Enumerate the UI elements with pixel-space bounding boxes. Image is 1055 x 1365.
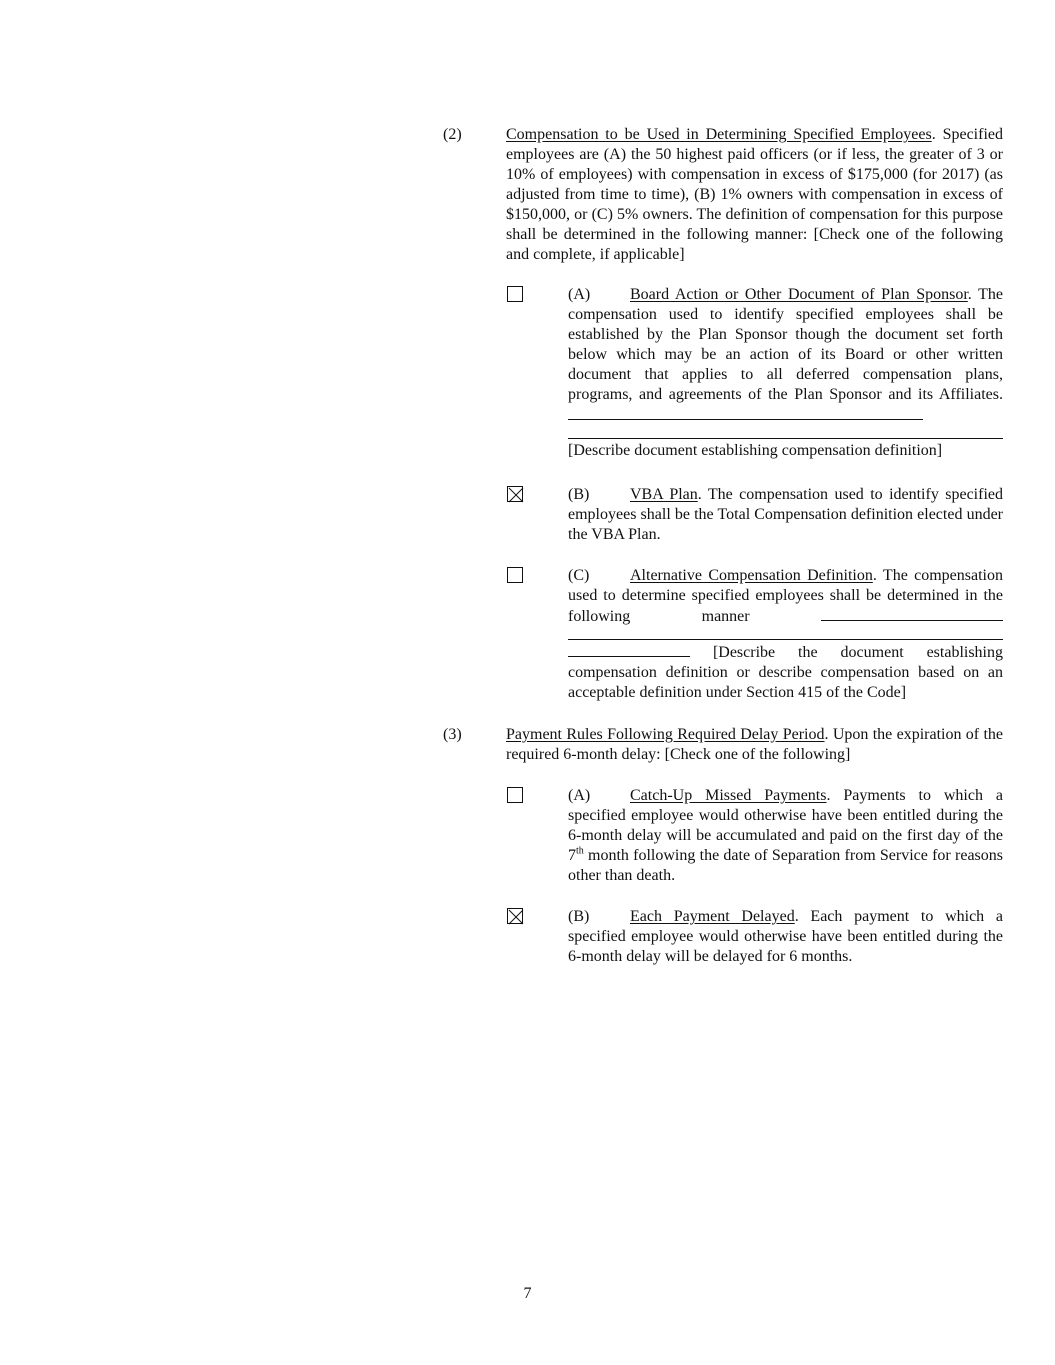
option-3a-text: . Payments to which a specified employee would otherwise have been entitled during the 6-month delay will be accumulated and paid on the first day of the 7 [568,787,1003,864]
option-3a-letter: (A) [568,787,591,804]
page-number: 7 [523,1285,532,1302]
ordinal-suffix: th [576,845,584,857]
option-3b-heading: Each Payment Delayed [630,908,795,925]
option-2a-fill-line[interactable] [568,405,923,420]
option-2b-text: . The compensation used to identify specified employees shall be the Total Compensation definition elected under the VBA Plan. [568,486,1003,543]
option-2c-note: [Describe the document establishing compensation definition or describe compensation based on an acceptable definition under Section 415 of the Code] [568,644,1004,701]
checkmark-x-icon [508,909,524,925]
section-2-heading: Compensation to be Used in Determining Specified Employees [506,126,932,143]
checkbox-3b-checked[interactable] [507,908,523,924]
option-2a-heading: Board Action or Other Document of Plan Sponsor [630,286,968,303]
checkbox-2b-checked[interactable] [507,486,523,502]
option-2a-fill-line-2[interactable] [568,426,1003,439]
option-2c-fill-line[interactable] [821,606,1003,621]
option-2b-letter: (B) [568,486,590,503]
option-2c-heading: Alternative Compensation Definition [630,567,873,584]
option-3a-body [568,786,1003,886]
option-3a-text-cont: month following the date of Separation from Service for reasons other than death. [568,847,1003,884]
section-3-text: . Upon the expiration of the required 6-month delay: [Check one of the following] [506,726,1003,763]
option-3b-text: . Each payment to which a specified employee would otherwise have been entitled during the 6-month delay will be delayed for 6 months. [568,908,1003,965]
checkbox-2a-unchecked[interactable] [507,286,523,302]
option-2b-heading: VBA Plan [630,486,698,503]
option-2c-fill-line-3[interactable] [568,642,690,657]
option-2c-fill-line-2[interactable] [568,627,1003,640]
checkbox-2c-unchecked[interactable] [507,567,523,583]
section-2-number: (2) [443,126,462,143]
option-2c-text: . The compensation used to determine specified employees shall be determined in the following manner [568,567,1003,625]
option-3b-body [568,907,1003,967]
option-3a-heading: Catch-Up Missed Payments [630,787,827,804]
option-2a-body [568,285,1003,461]
option-3b-letter: (B) [568,908,590,925]
section-3-body [506,725,1003,765]
option-2a-note: [Describe document establishing compensation definition] [568,442,943,459]
option-2a-letter: (A) [568,286,591,303]
option-2a-text: . The compensation used to identify specified employees shall be established by the Plan Sponsor though the document set forth below which may be an action of its Board or other written document that applies to all deferred compensation plans, programs, and agreements of the Plan Sponsor and its Affiliates. [568,286,1003,403]
section-3-heading: Payment Rules Following Required Delay Period [506,726,825,743]
option-2c-letter: (C) [568,567,590,584]
section-3-number: (3) [443,726,462,743]
option-2c-body [568,566,1003,703]
section-2-body [506,125,1003,265]
checkmark-x-icon [508,487,524,503]
checkbox-3a-unchecked[interactable] [507,787,523,803]
option-2b-body [568,485,1003,545]
section-2-text: . Specified employees are (A) the 50 highest paid officers (or if less, the greater of 3 or 10% of employees) with compensation in excess of $175,000 (for 2017) (as adjusted from time to time), (B) 1% owners with compensation in excess of $150,000, or (C) 5% owners. The definition of compensation for this purpose shall be determined in the following manner: [Check one of the following and complete, if applicable] [506,126,1003,263]
